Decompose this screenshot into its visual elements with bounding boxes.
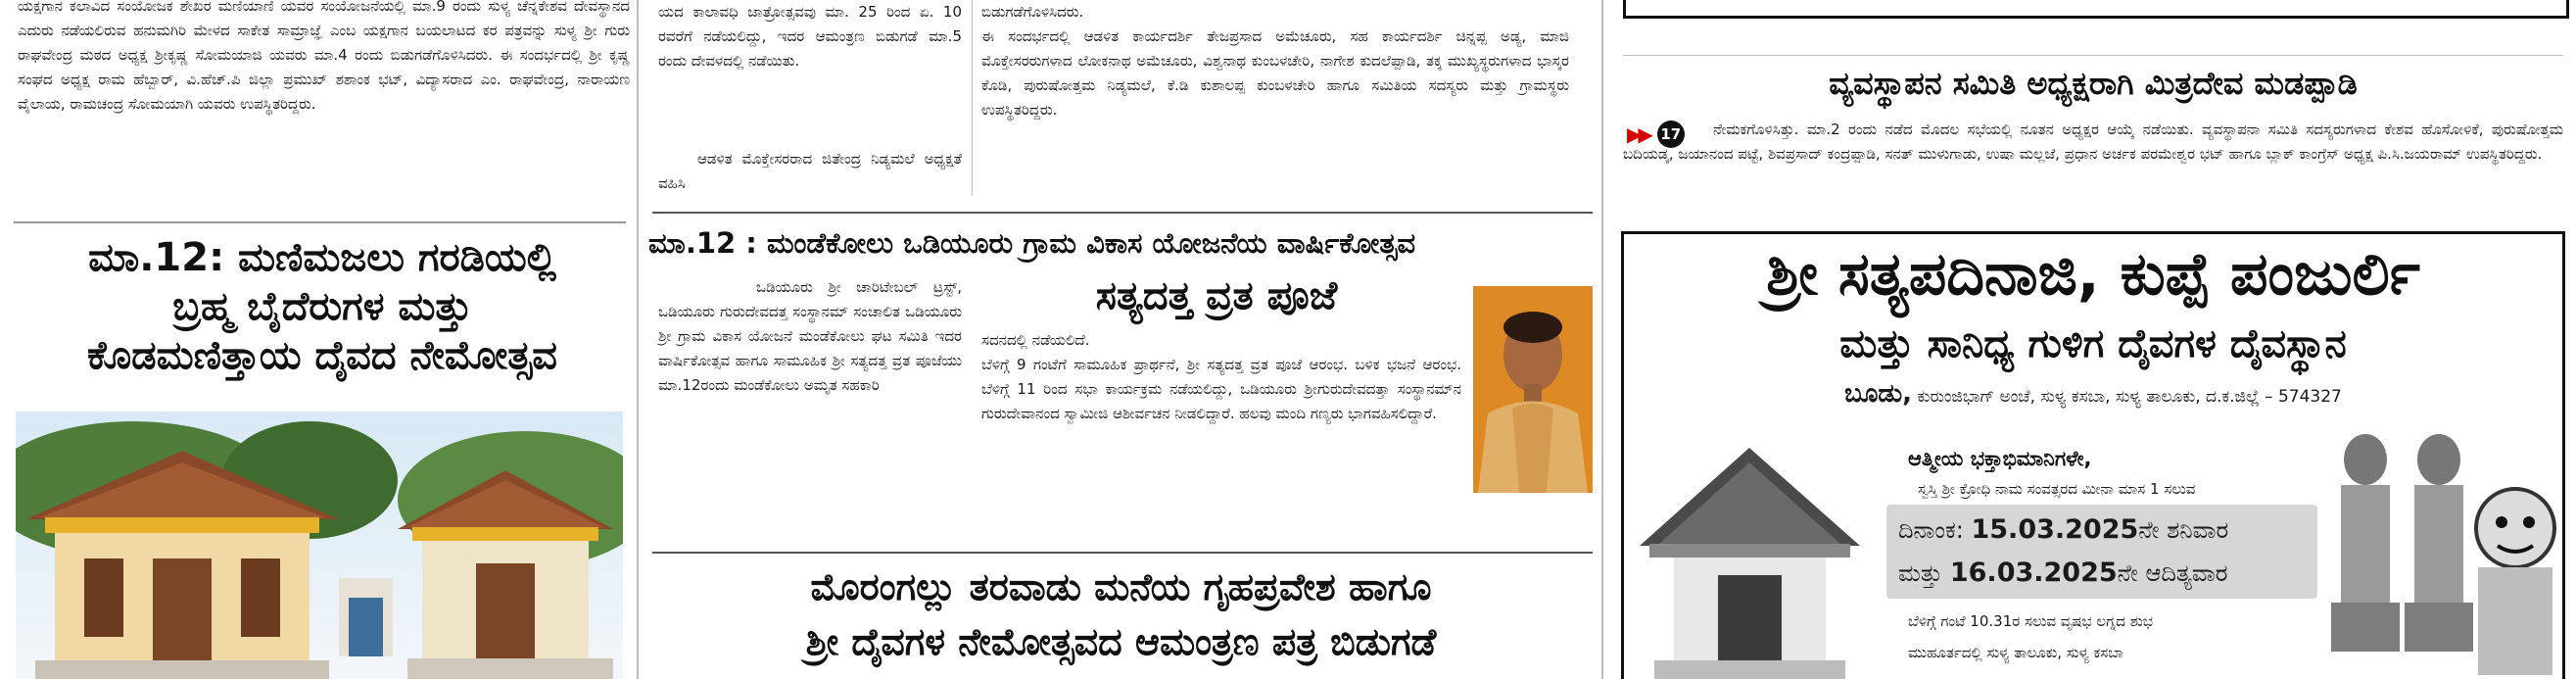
odiyuru-article-headline: ಮಾ.12 : ಮಂಡೆಕೋಲು ಒಡಿಯೂರು ಗ್ರಾಮ ವಿಕಾಸ ಯೋಜನೆಯ ವಾರ್ಷಿಕೋತ್ಸವ <box>648 226 1416 260</box>
headline-line-2: ಬ್ರಹ್ಮ ಬೈದೆರುಗಳ ಮತ್ತು <box>172 284 472 329</box>
ad-date-line-2 <box>1898 554 2227 593</box>
morangallu-headline-1: ಮೊರಂಗಲ್ಲು ತರವಾಡು ಮನೆಯ ಗೃಹಪ್ರವೇಶ ಹಾಗೂ <box>810 565 1432 608</box>
jatre-text-right: ಬಿಡುಗಡೆಗೊಳಿಸಿದರು. ಈ ಸಂದರ್ಭದಲ್ಲಿ ಆಡಳಿತ ಕಾರ್ಯದರ್ಶಿ ತೇಜಪ್ರಸಾದ ಅಮೆಚೂರು, ಸಹ ಕಾರ್ಯದರ್ಶಿ ಚಿನ್ನಪ್ಪ ಅಡ್ಯ, ಮಾಜಿ ಮೊಕ್ತೇಸರರುಗಳಾದ ಲೋಕನಾಥ ಅಮೆಚೂರು, ವಿಶ್ವನಾಥ ಕುಂಬಳಚೇರಿ, ನಾಗೇಶ ಕುದಲೆಪ್ಪಾಡಿ, ತಕ್ಕ ಮುಖ್ಯಸ್ಥರುಗಳಾದ ಭಾಸ್ಕರ ಕೊಡಿ, ಪುರುಷೋತ್ತಮ ನಿಡ್ಯಮಲೆ, ಕೆ.ಡಿ ಕುಶಾಲಪ್ಪ ಕುಂಬಳಚೇರಿ ಹಾಗೂ ಸಮಿತಿಯ ಸದಸ್ಯರು ಮತ್ತು ಗ್ರಾಮಸ್ಥರು ಉಪಸ್ಥಿತರಿದ್ದರು. <box>981 3 1569 119</box>
odiyuru-body-right: ಸದನದಲ್ಲಿ ನಡೆಯಲಿದೆ. ಬೆಳಿಗ್ಗೆ 9 ಗಂಟೆಗೆ ಸಾಮೂಹಿಕ ಪ್ರಾರ್ಥನೆ, ಶ್ರೀ ಸತ್ಯದತ್ತ ವ್ರತ ಪೂಜೆ ಆರಂಭ. ಬಳಿಕ ಭಜನೆ ಆರಂಭ. ಬೆಳಿಗ್ಗೆ 11 ರಿಂದ ಸಭಾ ಕಾರ್ಯಕ್ರಮ ನಡೆಯಲಿದ್ದು, ಒಡಿಯೂರು ಶ್ರೀಗುರುದೇವದತ್ತಾ ಸಂಸ್ಥಾನಮ್‌ನ ಗುರುದೇವಾನಂದ ಸ್ವಾಮೀಜಿ ಆಶೀರ್ವಚನ ನೀಡಲಿದ್ದಾರೆ. ಹಲವು ಮಂದಿ ಗಣ್ಯರು ಭಾಗವಹಿಸಲಿದ್ದಾರೆ. <box>981 331 1461 422</box>
page-ref-badge: 17 <box>1657 121 1685 148</box>
temple-invitation-ad <box>1621 231 2565 679</box>
shrine-illustration <box>1630 438 1870 679</box>
ad-date-line-1 <box>1898 510 2228 550</box>
date-2-prefix: ಮತ್ತು <box>1898 559 1943 587</box>
date-label: ದಿನಾಂಕ: <box>1898 516 1964 544</box>
shrine-icon <box>1630 438 1870 679</box>
jatre-text-left-2: ಆಡಳಿತ ಮೊಕ್ತೇಸರರಾದ ಜಿತೇಂದ್ರ ನಿಡ್ಯಮಲೆ ಅಧ್ಯಕ್ಷತೆ ವಹಿಸಿ <box>658 150 962 192</box>
ad-address-line <box>1624 379 2562 412</box>
ad-greeting: ಆತ್ಮೀಯ ಭಕ್ತಾಭಿಮಾನಿಗಳೇ, <box>1908 447 2092 470</box>
date-1-suffix: ನೇ ಶನಿವಾರ <box>2138 516 2229 544</box>
ad-time-line: ಬೆಳಿಗ್ಗೆ ಗಂಟೆ 10.31ರ ಸಲುವ ವೃಷಭ ಲಗ್ನದ ಶುಭ <box>1908 612 2153 630</box>
jatre-text-left: ಯದ ಕಾಲಾವಧಿ ಜಾತ್ರೋತ್ಸವವು ಮಾ. 25 ರಿಂದ ಏ. 10 ರವರೆಗೆ ನಡೆಯಲಿದ್ದು, ಇದರ ಆಮಂತ್ರಣ ಬಿಡುಗಡೆ ಮಾ.5 ರಂದು ದೇವಳದಲ್ಲಿ ನಡೆಯಿತು. <box>658 3 962 70</box>
arrow-right-icon: ▶▶ <box>1627 122 1649 146</box>
ad-address: ಕುರುಂಜಿಭಾಗ್ ಅಂಚೆ, ಸುಳ್ಯ ಕಸಬಾ, ಸುಳ್ಯ ತಾಲೂಕು, ದ.ಕ.ಜಿಲ್ಲೆ – 574327 <box>1917 387 2342 407</box>
ad-title-line-2: ಮತ್ತು ಸಾನಿಧ್ಯ ಗುಳಿಗ ದೈವಗಳ ದೈವಸ್ಥಾನ <box>1839 321 2347 366</box>
inner-rule <box>972 0 973 196</box>
yakshagana-article-text: ಯಕ್ಷಗಾನ ಕಲಾವಿದ ಸಂಯೋಜಕ ಶೇಖರ ಮಣಿಯಾಣಿ ಯವರ ಸಂಯೋಜನೆಯಲ್ಲಿ ಮಾ.9 ರಂದು ಸುಳ್ಯ ಚೆನ್ನಕೇಶವ ದೇವಸ್ಥಾನದ ಎದುರು ನಡೆಯಲಿರುವ ಹನುಮಗಿರಿ ಮೇಳದ ಸಾಕೇತ ಸಾಮ್ರಾಜ್ಞೆ ಎಂಬ ಯಕ್ಷಗಾನ ಬಯಲಾಟದ ಕರ ಪತ್ರವನ್ನು ಸುಳ್ಯ ಶ್ರೀ ಗುರು ರಾಘವೇಂದ್ರ ಮಠದ ಅಧ್ಯಕ್ಷ ಶ್ರೀಕೃಷ್ಣ ಸೋಮಯಾಜಿ ಯವರು ಮಾ.4 ರಂದು ಬಿಡುಗಡೆಗೊಳಿಸಿದರು. ಈ ಸಂದರ್ಭದಲ್ಲಿ ಶ್ರೀ ಕೃಷ್ಣ ಸಂಘದ ಅಧ್ಯಕ್ಷ ರಾಮ ಹೆಬ್ಬಾರ್, ವಿ.ಹೆಚ್.ಪಿ ಜಿಲ್ಲಾ ಪ್ರಮುಖ್ ಶಶಾಂಕ ಭಟ್, ವಿದ್ಯಾಸರಾದ ಎಂ. ರಾಘವೇಂದ್ರ, ನಾರಾಯಣ ವೈಲಾಯ, ರಾಮಚಂದ್ರ ಸೋಮಯಾಗಿ ಯವರು ಉಪಸ್ಥಿತರಿದ್ದರು. <box>18 0 630 113</box>
odiyuru-body-left: ಒಡಿಯೂರು ಶ್ರೀ ಚಾರಿಟೇಬಲ್ ಟ್ರಸ್ಟ್, ಒಡಿಯೂರು ಗುರುದೇವದತ್ತ ಸಂಸ್ಥಾನಮ್ ಸಂಚಾಲಿತ ಒಡಿಯೂರು ಶ್ರೀ ಗ್ರಾಮ ವಿಕಾಸ ಯೋಜನೆ ಮಂಡೆಕೋಲು ಘಟ ಸಮಿತಿ ಇದರ ವಾರ್ಷಿಕೋತ್ಸವ ಹಾಗೂ ಸಾಮೂಹಿಕ ಶ್ರೀ ಸತ್ಯದತ್ತ ವ್ರತ ಪೂಜೆಯು ಮಾ.12ರಂದು ಮಂಡೆಕೋಲು ಅಮೃತ ಸಹಕಾರಿ <box>658 278 962 394</box>
col1-divider <box>14 221 626 223</box>
col2-divider-bottom <box>652 552 1593 554</box>
ad-title-line-1: ಶ್ರೀ ಸತ್ಯಪದಿನಾಜಿ, ಕುಪ್ಪೆ ಪಂಜುರ್ಲಿ <box>1766 240 2420 309</box>
column-2 <box>639 0 1601 679</box>
mitradeva-body: ನೇಮಕಗೊಳಿಸಿತ್ತು. ಮಾ.2 ರಂದು ನಡೆದ ಮೊದಲ ಸಭೆಯಲ್ಲಿ ನೂತನ ಅಧ್ಯಕ್ಷರ ಆಯ್ಕೆ ನಡೆಯಿತು. ವ್ಯವಸ್ಥಾಪನಾ ಸಮಿತಿ ಸದಸ್ಯರುಗಳಾದ ಕೇಶವ ಹೊಸೋಳಿಕೆ, ಪುರುಷೋತ್ತಮ ಬದಿಯಡ್ಕ, ಜಯಾನಂದ ಪಟ್ಟೆ, ಶಿವಪ್ರಸಾದ್ ಕಂದ್ರಪ್ಪಾಡಿ, ಸನತ್ ಮುಳುಗಾಡು, ಉಷಾ ಮಲ್ಲಜೆ, ಪ್ರಧಾನ ಅರ್ಚಕ ಪರಮೇಶ್ವರ ಭಟ್ ಹಾಗೂ ಬ್ಲಾಕ್ ಕಾಂಗ್ರೆಸ್ ಅಧ್ಯಕ್ಷ ಪಿ.ಸಿ.ಜಯರಾಮ್ ಉಪಸ್ಥಿತರಿದ್ದರು. <box>1623 121 2563 163</box>
headline-line-1: ಮಾ.12: ಮಣಿಮಜಲು ಗರಡಿಯಲ್ಲಿ <box>88 235 556 280</box>
ad-date-box <box>1886 505 2317 599</box>
column-3 <box>1603 0 2576 679</box>
swamiji-portrait-illustration <box>1473 286 1593 493</box>
mitradeva-headline: ವ್ಯವಸ್ಥಾಪನ ಸಮಿತಿ ಅಧ್ಯಕ್ಷರಾಗಿ ಮಿತ್ರದೇವ ಮಡಪ್ಪಾಡಿ <box>1829 65 2358 102</box>
manimajalu-headline <box>14 233 631 380</box>
headline-line-3: ಕೊಡಮಣಿತ್ತಾಯ ದೈವದ ನೇಮೋತ್ಸವ <box>87 333 557 378</box>
ad-muhurta-line: ಮುಹೂರ್ತದಲ್ಲಿ ಸುಳ್ಯ ತಾಲೂಕು, ಸುಳ್ಯ ಕಸಬಾ <box>1908 644 2123 661</box>
col2-divider-top <box>652 212 1593 214</box>
deity-figures-illustration <box>2321 420 2556 679</box>
deity-icon <box>2321 420 2556 679</box>
temple-illustration <box>16 412 623 679</box>
ad-samvat-line: ಸ್ವಸ್ತಿ ಶ್ರೀ ಕ್ರೋಧಿ ನಾಮ ಸಂವತ್ಸರದ ಮೀನಾ ಮಾಸ 1 ಸಲುವ <box>1918 480 2196 498</box>
satyadatta-subheadline: ಸತ್ಯದತ್ತ ವ್ರತ ಪೂಜೆ <box>1095 273 1338 318</box>
column-1 <box>0 0 637 679</box>
col3-divider <box>1623 55 2563 56</box>
date-1: 15.03.2025 <box>1971 514 2139 545</box>
top-ad-box-edge <box>1623 0 2569 19</box>
date-2: 16.03.2025 <box>1949 558 2118 588</box>
ad-place: ಬೂಡು, <box>1844 379 1913 409</box>
morangallu-headline-2: ಶ್ರೀ ದೈವಗಳ ನೇಮೋತ್ಸವದ ಆಮಂತ್ರಣ ಪತ್ರ ಬಿಡುಗಡೆ <box>805 620 1437 663</box>
swamiji-photo <box>1473 286 1593 493</box>
date-2-suffix: ನೇ ಆದಿತ್ಯವಾರ <box>2117 559 2228 587</box>
garadi-temple-photo <box>16 412 623 679</box>
